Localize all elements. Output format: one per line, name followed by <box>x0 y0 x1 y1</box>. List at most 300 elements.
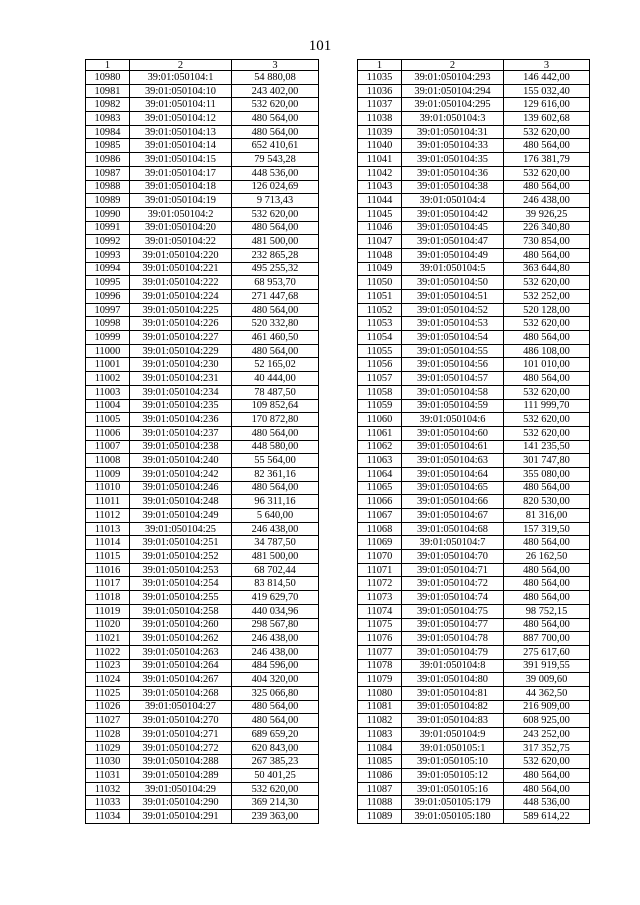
table-row <box>358 741 590 755</box>
cadastral-number-cell: 39:01:050104:12 <box>130 112 232 126</box>
cadastral-number-cell: 39:01:050104:246 <box>130 481 232 495</box>
value-cell: 141 235,50 <box>504 440 590 454</box>
cadastral-number-cell: 39:01:050104:17 <box>130 166 232 180</box>
table-row <box>86 180 319 194</box>
row-number-cell: 11072 <box>358 577 402 591</box>
row-number-cell: 11005 <box>86 413 130 427</box>
cadastral-number-cell: 39:01:050104:11 <box>130 98 232 112</box>
cadastral-number-cell: 39:01:050104:267 <box>130 673 232 687</box>
row-number-cell: 10988 <box>86 180 130 194</box>
value-cell: 520 128,00 <box>504 303 590 317</box>
cadastral-number-cell: 39:01:050104:77 <box>402 618 504 632</box>
table-row <box>86 563 319 577</box>
table-row <box>358 139 590 153</box>
cadastral-number-cell: 39:01:050105:179 <box>402 796 504 810</box>
row-number-cell: 11029 <box>86 741 130 755</box>
value-cell: 246 438,00 <box>232 522 319 536</box>
table-row <box>86 700 319 714</box>
table-row <box>86 686 319 700</box>
table-row <box>358 645 590 659</box>
table-row <box>358 714 590 728</box>
cadastral-number-cell: 39:01:050105:180 <box>402 810 504 824</box>
table-row <box>358 810 590 824</box>
cadastral-number-cell: 39:01:050104:60 <box>402 426 504 440</box>
row-number-cell: 11047 <box>358 235 402 249</box>
value-cell: 157 319,50 <box>504 522 590 536</box>
table-row <box>86 769 319 783</box>
cadastral-number-cell: 39:01:050104:31 <box>402 125 504 139</box>
row-number-cell: 10999 <box>86 331 130 345</box>
cadastral-number-cell: 39:01:050104:19 <box>130 194 232 208</box>
value-cell: 54 880,08 <box>232 71 319 85</box>
value-cell: 52 165,02 <box>232 358 319 372</box>
value-cell: 730 854,00 <box>504 235 590 249</box>
row-number-cell: 10984 <box>86 125 130 139</box>
table-row <box>86 112 319 126</box>
table-row <box>86 262 319 276</box>
row-number-cell: 10981 <box>86 84 130 98</box>
value-cell: 448 580,00 <box>232 440 319 454</box>
value-cell: 155 032,40 <box>504 84 590 98</box>
value-cell: 532 620,00 <box>504 125 590 139</box>
table-row <box>86 495 319 509</box>
cadastral-number-cell: 39:01:050104:68 <box>402 522 504 536</box>
value-cell: 480 564,00 <box>504 248 590 262</box>
value-cell: 481 500,00 <box>232 550 319 564</box>
value-cell: 9 713,43 <box>232 194 319 208</box>
header-col-3: 3 <box>504 60 590 71</box>
row-number-cell: 11011 <box>86 495 130 509</box>
cadastral-number-cell: 39:01:050104:252 <box>130 550 232 564</box>
row-number-cell: 11049 <box>358 262 402 276</box>
table-row <box>358 112 590 126</box>
row-number-cell: 11056 <box>358 358 402 372</box>
value-cell: 267 385,23 <box>232 755 319 769</box>
cadastral-number-cell: 39:01:050104:10 <box>130 84 232 98</box>
table-row <box>86 782 319 796</box>
row-number-cell: 11080 <box>358 686 402 700</box>
row-number-cell: 11065 <box>358 481 402 495</box>
row-number-cell: 11073 <box>358 591 402 605</box>
table-row <box>358 180 590 194</box>
cadastral-number-cell: 39:01:050104:224 <box>130 290 232 304</box>
table-row <box>358 659 590 673</box>
header-col-1: 1 <box>86 60 130 71</box>
value-cell: 532 620,00 <box>232 207 319 221</box>
cadastral-number-cell: 39:01:050104:27 <box>130 700 232 714</box>
table-row <box>86 741 319 755</box>
row-number-cell: 11067 <box>358 509 402 523</box>
row-number-cell: 11060 <box>358 413 402 427</box>
table-row <box>86 98 319 112</box>
value-cell: 461 460,50 <box>232 331 319 345</box>
value-cell: 111 999,70 <box>504 399 590 413</box>
row-number-cell: 11076 <box>358 632 402 646</box>
value-cell: 440 034,96 <box>232 604 319 618</box>
table-row <box>358 686 590 700</box>
cadastral-number-cell: 39:01:050104:251 <box>130 536 232 550</box>
header-col-3: 3 <box>232 60 319 71</box>
row-number-cell: 11075 <box>358 618 402 632</box>
row-number-cell: 11019 <box>86 604 130 618</box>
row-number-cell: 11081 <box>358 700 402 714</box>
row-number-cell: 11004 <box>86 399 130 413</box>
cadastral-number-cell: 39:01:050104:38 <box>402 180 504 194</box>
row-number-cell: 11031 <box>86 769 130 783</box>
value-cell: 363 644,80 <box>504 262 590 276</box>
registry-table-left <box>85 59 319 824</box>
value-cell: 232 865,28 <box>232 248 319 262</box>
table-row <box>86 509 319 523</box>
cadastral-number-cell: 39:01:050104:78 <box>402 632 504 646</box>
cadastral-number-cell: 39:01:050104:230 <box>130 358 232 372</box>
cadastral-number-cell: 39:01:050104:258 <box>130 604 232 618</box>
table-row <box>86 413 319 427</box>
value-cell: 317 352,75 <box>504 741 590 755</box>
row-number-cell: 11013 <box>86 522 130 536</box>
value-cell: 532 620,00 <box>504 413 590 427</box>
value-cell: 239 363,00 <box>232 810 319 824</box>
cadastral-number-cell: 39:01:050104:237 <box>130 426 232 440</box>
table-row <box>86 194 319 208</box>
row-number-cell: 11022 <box>86 645 130 659</box>
value-cell: 271 447,68 <box>232 290 319 304</box>
cadastral-number-cell: 39:01:050104:55 <box>402 344 504 358</box>
cadastral-number-cell: 39:01:050104:56 <box>402 358 504 372</box>
table-row <box>358 577 590 591</box>
cadastral-number-cell: 39:01:050104:36 <box>402 166 504 180</box>
cadastral-number-cell: 39:01:050104:49 <box>402 248 504 262</box>
row-number-cell: 11034 <box>86 810 130 824</box>
table-row <box>86 796 319 810</box>
table-row <box>86 207 319 221</box>
table-row <box>358 290 590 304</box>
cadastral-number-cell: 39:01:050104:83 <box>402 714 504 728</box>
table-row <box>358 399 590 413</box>
table-row <box>86 440 319 454</box>
table-row <box>86 385 319 399</box>
row-number-cell: 11045 <box>358 207 402 221</box>
table-row <box>86 481 319 495</box>
row-number-cell: 11087 <box>358 782 402 796</box>
table-row <box>358 563 590 577</box>
cadastral-number-cell: 39:01:050104:290 <box>130 796 232 810</box>
value-cell: 532 620,00 <box>232 782 319 796</box>
value-cell: 532 620,00 <box>504 385 590 399</box>
row-number-cell: 11046 <box>358 221 402 235</box>
table-row <box>86 303 319 317</box>
row-number-cell: 11042 <box>358 166 402 180</box>
value-cell: 78 487,50 <box>232 385 319 399</box>
value-cell: 484 596,00 <box>232 659 319 673</box>
table-row <box>358 235 590 249</box>
row-number-cell: 11001 <box>86 358 130 372</box>
row-number-cell: 11048 <box>358 248 402 262</box>
cadastral-number-cell: 39:01:050104:226 <box>130 317 232 331</box>
row-number-cell: 10991 <box>86 221 130 235</box>
value-cell: 480 564,00 <box>232 426 319 440</box>
value-cell: 820 530,00 <box>504 495 590 509</box>
row-number-cell: 11057 <box>358 372 402 386</box>
header-col-1: 1 <box>358 60 402 71</box>
table-row <box>86 290 319 304</box>
value-cell: 68 953,70 <box>232 276 319 290</box>
table-row <box>86 577 319 591</box>
cadastral-number-cell: 39:01:050104:235 <box>130 399 232 413</box>
value-cell: 82 361,16 <box>232 467 319 481</box>
value-cell: 652 410,61 <box>232 139 319 153</box>
table-row <box>358 481 590 495</box>
value-cell: 5 640,00 <box>232 509 319 523</box>
cadastral-number-cell: 39:01:050104:7 <box>402 536 504 550</box>
table-row <box>358 153 590 167</box>
value-cell: 44 362,50 <box>504 686 590 700</box>
table-row <box>358 673 590 687</box>
table-row <box>358 591 590 605</box>
row-number-cell: 11016 <box>86 563 130 577</box>
row-number-cell: 10982 <box>86 98 130 112</box>
cadastral-number-cell: 39:01:050105:1 <box>402 741 504 755</box>
cadastral-number-cell: 39:01:050104:53 <box>402 317 504 331</box>
value-cell: 55 564,00 <box>232 454 319 468</box>
value-cell: 226 340,80 <box>504 221 590 235</box>
row-number-cell: 11052 <box>358 303 402 317</box>
table-row <box>358 495 590 509</box>
table-row <box>358 618 590 632</box>
table-row <box>358 632 590 646</box>
table-row <box>86 673 319 687</box>
row-number-cell: 11088 <box>358 796 402 810</box>
cadastral-number-cell: 39:01:050104:14 <box>130 139 232 153</box>
header-col-2: 2 <box>130 60 232 71</box>
table-row <box>86 153 319 167</box>
table-row <box>86 276 319 290</box>
cadastral-number-cell: 39:01:050104:242 <box>130 467 232 481</box>
table-row <box>358 71 590 85</box>
value-cell: 39 926,25 <box>504 207 590 221</box>
cadastral-number-cell: 39:01:050104:238 <box>130 440 232 454</box>
cadastral-number-cell: 39:01:050104:268 <box>130 686 232 700</box>
table-header-row <box>358 60 590 71</box>
table-row <box>86 317 319 331</box>
cadastral-number-cell: 39:01:050104:222 <box>130 276 232 290</box>
table-row <box>86 344 319 358</box>
table-row <box>86 331 319 345</box>
row-number-cell: 11063 <box>358 454 402 468</box>
table-row <box>86 221 319 235</box>
row-number-cell: 11074 <box>358 604 402 618</box>
table-header-row <box>86 60 319 71</box>
row-number-cell: 11009 <box>86 467 130 481</box>
row-number-cell: 11027 <box>86 714 130 728</box>
cadastral-number-cell: 39:01:050104:240 <box>130 454 232 468</box>
row-number-cell: 10995 <box>86 276 130 290</box>
value-cell: 480 564,00 <box>504 563 590 577</box>
cadastral-number-cell: 39:01:050104:57 <box>402 372 504 386</box>
table-row <box>86 125 319 139</box>
row-number-cell: 11000 <box>86 344 130 358</box>
table-row <box>358 604 590 618</box>
row-number-cell: 11071 <box>358 563 402 577</box>
table-row <box>86 426 319 440</box>
row-number-cell: 11085 <box>358 755 402 769</box>
row-number-cell: 11058 <box>358 385 402 399</box>
cadastral-number-cell: 39:01:050104:220 <box>130 248 232 262</box>
row-number-cell: 11055 <box>358 344 402 358</box>
value-cell: 325 066,80 <box>232 686 319 700</box>
row-number-cell: 11015 <box>86 550 130 564</box>
value-cell: 608 925,00 <box>504 714 590 728</box>
cadastral-number-cell: 39:01:050104:20 <box>130 221 232 235</box>
table-row <box>86 604 319 618</box>
table-row <box>86 714 319 728</box>
table-row <box>86 454 319 468</box>
value-cell: 216 909,00 <box>504 700 590 714</box>
table-row <box>358 536 590 550</box>
value-cell: 480 564,00 <box>504 577 590 591</box>
row-number-cell: 11035 <box>358 71 402 85</box>
value-cell: 480 564,00 <box>504 372 590 386</box>
cadastral-number-cell: 39:01:050104:61 <box>402 440 504 454</box>
value-cell: 480 564,00 <box>504 769 590 783</box>
row-number-cell: 11010 <box>86 481 130 495</box>
registry-table-right <box>357 59 590 824</box>
cadastral-number-cell: 39:01:050104:270 <box>130 714 232 728</box>
table-row <box>358 317 590 331</box>
cadastral-number-cell: 39:01:050105:10 <box>402 755 504 769</box>
value-cell: 480 564,00 <box>504 536 590 550</box>
cadastral-number-cell: 39:01:050104:6 <box>402 413 504 427</box>
value-cell: 243 402,00 <box>232 84 319 98</box>
value-cell: 34 787,50 <box>232 536 319 550</box>
table-row <box>358 385 590 399</box>
row-number-cell: 11061 <box>358 426 402 440</box>
cadastral-number-cell: 39:01:050104:58 <box>402 385 504 399</box>
value-cell: 480 564,00 <box>504 782 590 796</box>
table-row <box>358 755 590 769</box>
table-row <box>86 467 319 481</box>
value-cell: 532 620,00 <box>504 166 590 180</box>
table-row <box>86 645 319 659</box>
row-number-cell: 11014 <box>86 536 130 550</box>
row-number-cell: 11086 <box>358 769 402 783</box>
row-number-cell: 11062 <box>358 440 402 454</box>
value-cell: 369 214,30 <box>232 796 319 810</box>
value-cell: 170 872,80 <box>232 413 319 427</box>
row-number-cell: 11084 <box>358 741 402 755</box>
row-number-cell: 11089 <box>358 810 402 824</box>
cadastral-number-cell: 39:01:050104:80 <box>402 673 504 687</box>
table-row <box>358 440 590 454</box>
table-row <box>358 125 590 139</box>
row-number-cell: 11053 <box>358 317 402 331</box>
cadastral-number-cell: 39:01:050104:254 <box>130 577 232 591</box>
cadastral-number-cell: 39:01:050105:12 <box>402 769 504 783</box>
row-number-cell: 10980 <box>86 71 130 85</box>
value-cell: 480 564,00 <box>504 331 590 345</box>
cadastral-number-cell: 39:01:050104:4 <box>402 194 504 208</box>
value-cell: 101 010,00 <box>504 358 590 372</box>
table-row <box>86 591 319 605</box>
cadastral-number-cell: 39:01:050104:229 <box>130 344 232 358</box>
value-cell: 301 747,80 <box>504 454 590 468</box>
cadastral-number-cell: 39:01:050104:291 <box>130 810 232 824</box>
cadastral-number-cell: 39:01:050104:288 <box>130 755 232 769</box>
value-cell: 39 009,60 <box>504 673 590 687</box>
value-cell: 391 919,55 <box>504 659 590 673</box>
table-row <box>358 728 590 742</box>
row-number-cell: 11025 <box>86 686 130 700</box>
value-cell: 495 255,32 <box>232 262 319 276</box>
row-number-cell: 11077 <box>358 645 402 659</box>
table-row <box>86 84 319 98</box>
cadastral-number-cell: 39:01:050104:33 <box>402 139 504 153</box>
value-cell: 404 320,00 <box>232 673 319 687</box>
row-number-cell: 11003 <box>86 385 130 399</box>
value-cell: 298 567,80 <box>232 618 319 632</box>
row-number-cell: 11059 <box>358 399 402 413</box>
table-row <box>86 728 319 742</box>
value-cell: 83 814,50 <box>232 577 319 591</box>
table-row <box>86 358 319 372</box>
value-cell: 480 564,00 <box>232 125 319 139</box>
cadastral-number-cell: 39:01:050104:260 <box>130 618 232 632</box>
table-body-left <box>86 71 319 824</box>
table-row <box>86 71 319 85</box>
table-row <box>86 372 319 386</box>
row-number-cell: 11030 <box>86 755 130 769</box>
cadastral-number-cell: 39:01:050104:52 <box>402 303 504 317</box>
value-cell: 480 564,00 <box>232 481 319 495</box>
cadastral-number-cell: 39:01:050104:234 <box>130 385 232 399</box>
value-cell: 520 332,80 <box>232 317 319 331</box>
table-row <box>358 344 590 358</box>
value-cell: 887 700,00 <box>504 632 590 646</box>
value-cell: 480 564,00 <box>504 618 590 632</box>
cadastral-number-cell: 39:01:050104:42 <box>402 207 504 221</box>
row-number-cell: 11054 <box>358 331 402 345</box>
cadastral-number-cell: 39:01:050104:50 <box>402 276 504 290</box>
cadastral-number-cell: 39:01:050104:51 <box>402 290 504 304</box>
value-cell: 480 564,00 <box>504 180 590 194</box>
row-number-cell: 11038 <box>358 112 402 126</box>
row-number-cell: 10996 <box>86 290 130 304</box>
cadastral-number-cell: 39:01:050104:82 <box>402 700 504 714</box>
row-number-cell: 10983 <box>86 112 130 126</box>
cadastral-number-cell: 39:01:050104:293 <box>402 71 504 85</box>
value-cell: 275 617,60 <box>504 645 590 659</box>
table-row <box>86 166 319 180</box>
row-number-cell: 11036 <box>358 84 402 98</box>
row-number-cell: 11012 <box>86 509 130 523</box>
cadastral-number-cell: 39:01:050104:225 <box>130 303 232 317</box>
table-row <box>358 262 590 276</box>
value-cell: 81 316,00 <box>504 509 590 523</box>
cadastral-number-cell: 39:01:050104:65 <box>402 481 504 495</box>
cadastral-number-cell: 39:01:050104:15 <box>130 153 232 167</box>
table-row <box>358 276 590 290</box>
table-row <box>358 796 590 810</box>
row-number-cell: 11008 <box>86 454 130 468</box>
row-number-cell: 10992 <box>86 235 130 249</box>
value-cell: 243 252,00 <box>504 728 590 742</box>
value-cell: 532 252,00 <box>504 290 590 304</box>
cadastral-number-cell: 39:01:050104:221 <box>130 262 232 276</box>
value-cell: 689 659,20 <box>232 728 319 742</box>
value-cell: 355 080,00 <box>504 467 590 481</box>
value-cell: 176 381,79 <box>504 153 590 167</box>
cadastral-number-cell: 39:01:050104:45 <box>402 221 504 235</box>
